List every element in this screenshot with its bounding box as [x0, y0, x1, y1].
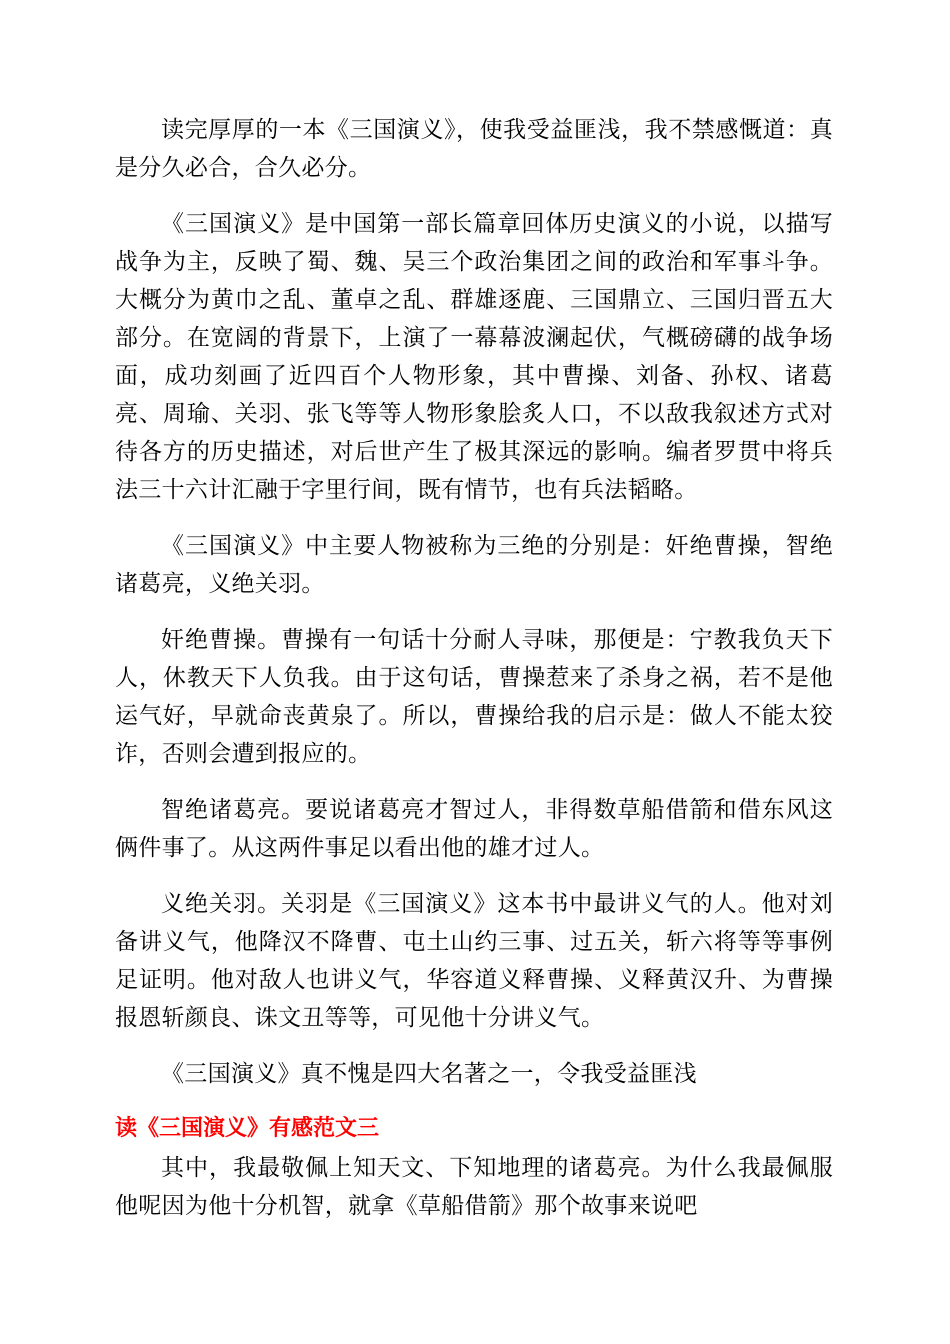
- paragraph-cao-cao: 奸绝曹操。曹操有一句话十分耐人寻味，那便是：宁教我负天下人，休教天下人负我。由于这句话，曹操惹来了杀身之祸，若不是他运气好，早就命丧黄泉了。所以，曹操给我的启示是：做人不能太狡诈，否则会遭到报应的。: [115, 627, 833, 767]
- paragraph-intro: 读完厚厚的一本《三国演义》，使我受益匪浅，我不禁感慨道：真是分久必合，合久必分。: [115, 117, 833, 181]
- paragraph-guan-yu: 义绝关羽。关羽是《三国演义》这本书中最讲义气的人。他对刘备讲义气，他降汉不降曹、屯土山约三事、过五关，斩六将等等事例足证明。他对敌人也讲义气，华容道义释曹操、义释黄汉升、为曹操报恩斩颜良、诛文丑等等，可见他十分讲义气。: [115, 891, 833, 1031]
- paragraph-overview: 《三国演义》是中国第一部长篇章回体历史演义的小说，以描写战争为主，反映了蜀、魏、吴三个政治集团之间的政治和军事斗争。大概分为黄巾之乱、董卓之乱、群雄逐鹿、三国鼎立、三国归晋五大部分。在宽阔的背景下，上演了一幕幕波澜起伏，气概磅礴的战争场面，成功刻画了近四百个人物形象，其中曹操、刘备、孙权、诸葛亮、周瑜、关羽、张飞等等人物形象脍炙人口，不以敌我叙述方式对待各方的历史描述，对后世产生了极其深远的影响。编者罗贯中将兵法三十六计汇融于字里行间，既有情节，也有兵法韬略。: [115, 211, 833, 503]
- paragraph-zhuge-liang: 智绝诸葛亮。要说诸葛亮才智过人，非得数草船借箭和借东风这俩件事了。从这两件事足以看出他的雄才过人。: [115, 797, 833, 861]
- document-body: [115, 111, 833, 1243]
- paragraph-three-masters: 《三国演义》中主要人物被称为三绝的分别是：奸绝曹操，智绝诸葛亮，义绝关羽。: [115, 533, 833, 597]
- paragraph-section-three-start: 其中，我最敬佩上知天文、下知地理的诸葛亮。为什么我最佩服他呢因为他十分机智，就拿《草船借箭》那个故事来说吧: [115, 1155, 833, 1219]
- paragraph-conclusion: 《三国演义》真不愧是四大名著之一，令我受益匪浅: [161, 1061, 697, 1087]
- section-heading: 读《三国演义》有感范文三: [115, 1116, 380, 1141]
